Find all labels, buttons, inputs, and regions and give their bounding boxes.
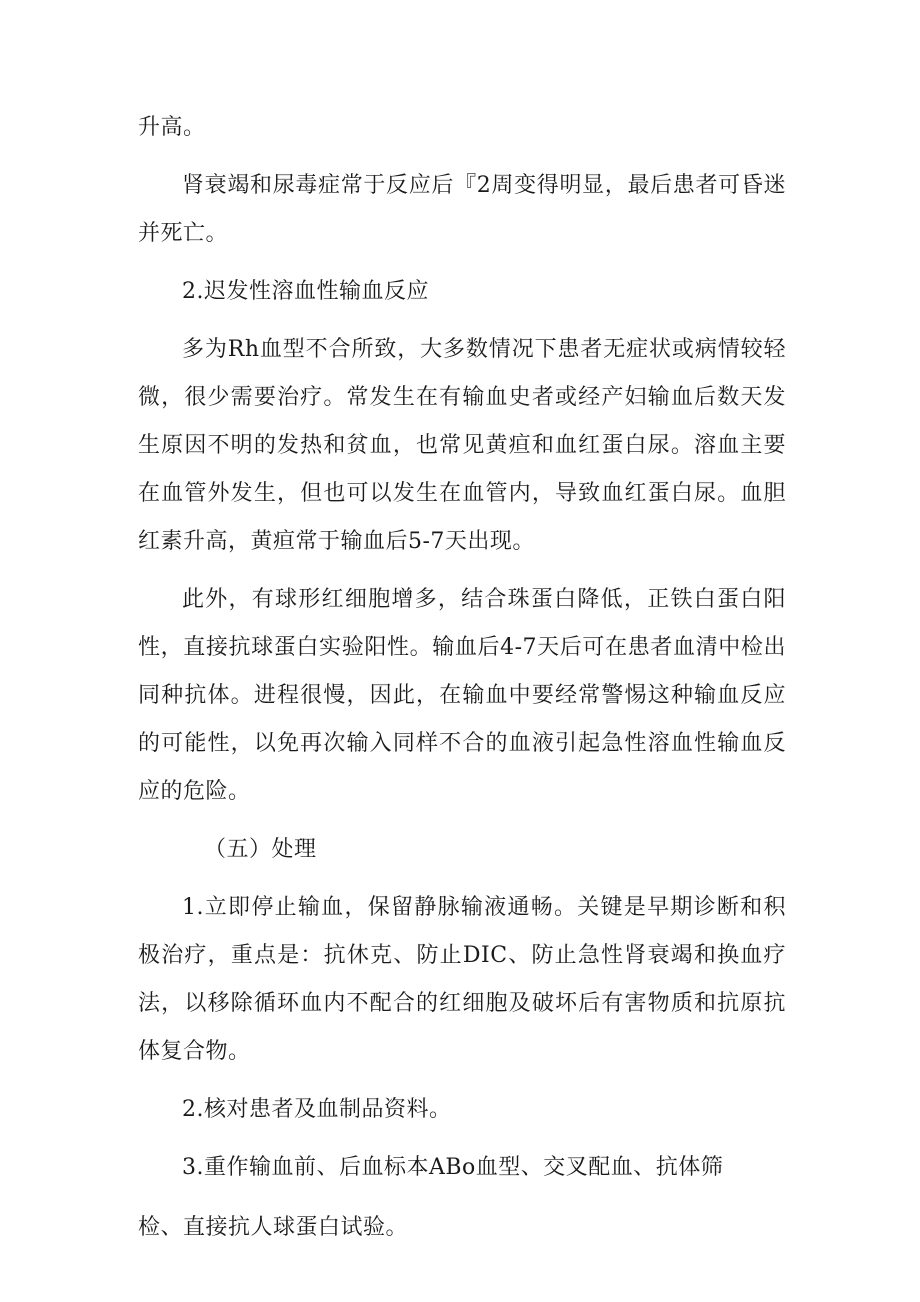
section-heading-delayed-hemolytic: 2.迟发性溶血性输血反应 <box>182 279 429 304</box>
paragraph-treatment-1: 1.立即停止输血，保留静脉输液通畅。关键是早期诊断和积极治疗，重点是：抗休克、防止DIC、防止急性肾衰竭和换血疗法，以移除循环血内不配合的红细胞及破坏后有害物质和抗原抗体复合物。 <box>138 895 786 1064</box>
paragraph-treatment-2: 2.核对患者及血制品资料。 <box>182 1097 452 1122</box>
section-heading-treatment: （五）处理 <box>204 837 317 862</box>
document-body <box>138 104 786 1252</box>
paragraph-spherocytes: 此外，有球形红细胞增多，结合珠蛋白降低，正铁白蛋白阳性，直接抗球蛋白实验阳性。输血后4-7天后可在患者血清中检出同种抗体。进程很慢，因此，在输血中要经常警惕这种输血反应的可能性，以免再次输入同样不合的血液引起急性溶血性输血反应的危险。 <box>138 587 786 804</box>
paragraph-continuation: 升高。 <box>138 115 206 140</box>
paragraph-rh-incompatibility: 多为Rh血型不合所致，大多数情况下患者无症状或病情较轻微，很少需要治疗。常发生在有输血史者或经产妇输血后数天发生原因不明的发热和贫血，也常见黄疸和血红蛋白尿。溶血主要在血管外发生，但也可以发生在血管内，导致血红蛋白尿。血胆红素升高，黄疸常于输血后5-7天出现。 <box>138 337 786 554</box>
paragraph-treatment-3: 3.重作输血前、后血标本ABo血型、交叉配血、抗体筛 <box>182 1155 724 1180</box>
paragraph-treatment-3-continued: 检、直接抗人球蛋白试验。 <box>138 1215 409 1240</box>
paragraph-renal-failure: 肾衰竭和尿毒症常于反应后『2周变得明显，最后患者可昏迷并死亡。 <box>138 173 786 246</box>
